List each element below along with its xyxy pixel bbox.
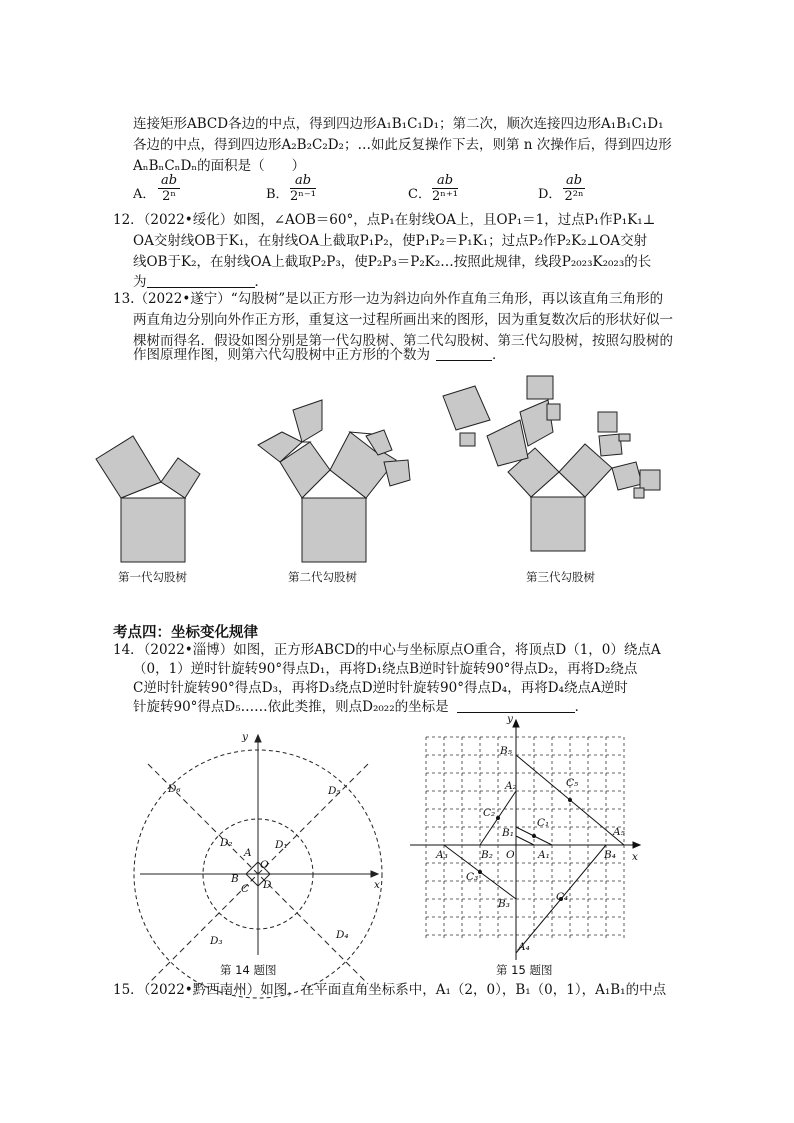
option-denominator: 2²ⁿ [564, 189, 584, 204]
label-B3: B₃ [498, 898, 510, 910]
q13-line-1: 13.（2022•遂宁）“勾股树”是以正方形一边为斜边向外作直角三角形，再以该直角三角形的 [113, 291, 664, 307]
option-numerator: ab [432, 173, 458, 189]
q12-prefix: 为 [133, 274, 147, 290]
label-x: x [374, 879, 380, 891]
label-A1: A₁ [538, 849, 550, 861]
q15-line-1: 15．（2022•黔西南州）如图，在平面直角坐标系中，A₁（2，0），B₁（0，1），A₁B₁的中点 [113, 982, 667, 998]
q14-line-3: C逆时针旋转90°得点D₃，再将D₃绕点D逆时针旋转90°得点D₄，再将D₄绕点A逆时 [133, 680, 628, 696]
q12-line-2: OA交射线OB于K₁，在射线OA上截取P₁P₂，使P₁P₂＝P₁K₁；过点P₂作P₂K₂⊥OA交射 [133, 233, 648, 249]
label-A5: A₅ [613, 826, 625, 838]
section-heading: 考点四：坐标变化规律 [113, 625, 258, 641]
option-denominator: 2ⁿ [162, 189, 176, 204]
option-numerator: ab [158, 173, 180, 189]
label-O: O [506, 849, 515, 861]
point-c1 [532, 834, 536, 838]
figure-14-caption: 第 14 题图 [220, 963, 277, 977]
label-O: O [260, 859, 269, 871]
label-D6: D₆ [168, 783, 181, 795]
label-D1: D₁ [275, 839, 288, 851]
q14-line-1: 14．（2022•淄博）如图，正方形ABCD的中心与坐标原点O重合，将顶点D（1，0）绕点A [113, 642, 661, 658]
label-D2: D₂ [220, 837, 233, 849]
q13-line-2: 两直角边分别向外作正方形，重复这一过程所画出来的图形，因为重复数次后的形状好似一 [133, 312, 673, 328]
caption-gen3: 第三代勾股树 [526, 570, 595, 584]
option-denominator: 2ⁿ⁻¹ [290, 189, 316, 204]
label-C1: C₁ [537, 817, 550, 829]
q14-prefix: 针旋转90°得点D₅……依此类推，则点D₂₀₂₂的坐标是 [133, 699, 449, 715]
label-A: A [244, 847, 252, 859]
label-D3: D₃ [210, 935, 223, 947]
label-D5: D₅ [328, 785, 341, 797]
option-letter: A． [133, 187, 156, 202]
label-y: y [242, 731, 248, 743]
label-B2: B₂ [481, 849, 493, 861]
point-c3 [478, 870, 482, 874]
option-letter: C． [408, 187, 431, 202]
label-A4: A₄ [518, 941, 530, 953]
grid [426, 737, 624, 940]
point-c2 [496, 816, 500, 820]
q11-line-1: 连接矩形ABCD各边的中点，得到四边形A₁B₁C₁D₁；第二次，顺次连接四边形A₁B₁C₁D₁ [133, 116, 664, 132]
q12-line-1: 12．（2022•绥化）如图，∠AOB＝60°，点P₁在射线OA上，且OP₁＝1，过点P₁作P₁K₁⊥ [113, 212, 656, 228]
label-C2: C₂ [483, 807, 496, 819]
label-C: C [241, 883, 250, 895]
option-numerator: ab [563, 173, 585, 189]
caption-gen2: 第二代勾股树 [288, 570, 357, 584]
label-y: y [507, 713, 513, 725]
figure-15-caption: 第 15 题图 [496, 963, 553, 977]
q12-line-3: 线OB于K₂，在射线OA上截取P₂P₃，使P₂P₃＝P₂K₂…按照此规律，线段P₂₀₂₃K₂₀₂₃的长 [133, 254, 652, 270]
q14-suffix: ． [574, 699, 589, 715]
option-letter: D． [538, 187, 562, 202]
caption-gen1: 第一代勾股树 [118, 570, 187, 584]
label-D4: D₄ [336, 929, 349, 941]
q14-line-2: （0，1）逆时针旋转90°得点D₁，再将D₁绕点B逆时针旋转90°得点D₂，再将D₂绕点 [133, 661, 638, 677]
q12-suffix: ． [254, 274, 268, 290]
label-B: B [231, 873, 239, 885]
q13-prefix: 作图原理作图，则第六代勾股树中正方形的个数为 [133, 347, 430, 363]
point-c5 [568, 798, 572, 802]
label-B5: B₅ [500, 745, 512, 757]
q13-suffix: ． [492, 347, 506, 363]
label-C4: C₄ [556, 891, 569, 903]
label-B4: B₄ [604, 849, 616, 861]
q11-line-2: 各边的中点，得到四边形A₂B₂C₂D₂；…如此反复操作下去，则第 n 次操作后，得到四边形 [133, 137, 672, 153]
label-x: x [632, 851, 638, 863]
option-numerator: ab [290, 173, 316, 189]
q13-line-3: 棵树而得名．假设如图分别是第一代勾股树、第二代勾股树、第三代勾股树，按照勾股树的 [133, 333, 673, 349]
label-D: D [263, 879, 272, 891]
x-axis-arrow-icon [633, 842, 640, 848]
y-axis-arrow-icon [513, 720, 519, 727]
option-denominator: 2ⁿ⁺¹ [432, 189, 458, 204]
label-A3: A₃ [436, 849, 448, 861]
segment-a1b1 [516, 836, 534, 845]
option-letter: B． [266, 187, 289, 202]
label-C3: C₃ [466, 871, 479, 883]
label-C5: C₅ [566, 777, 579, 789]
label-B1: B₁ [502, 827, 514, 839]
label-A2: A₂ [505, 780, 517, 792]
q11-line-3: AₙBₙCₙDₙ的面积是（ ） [133, 158, 306, 174]
